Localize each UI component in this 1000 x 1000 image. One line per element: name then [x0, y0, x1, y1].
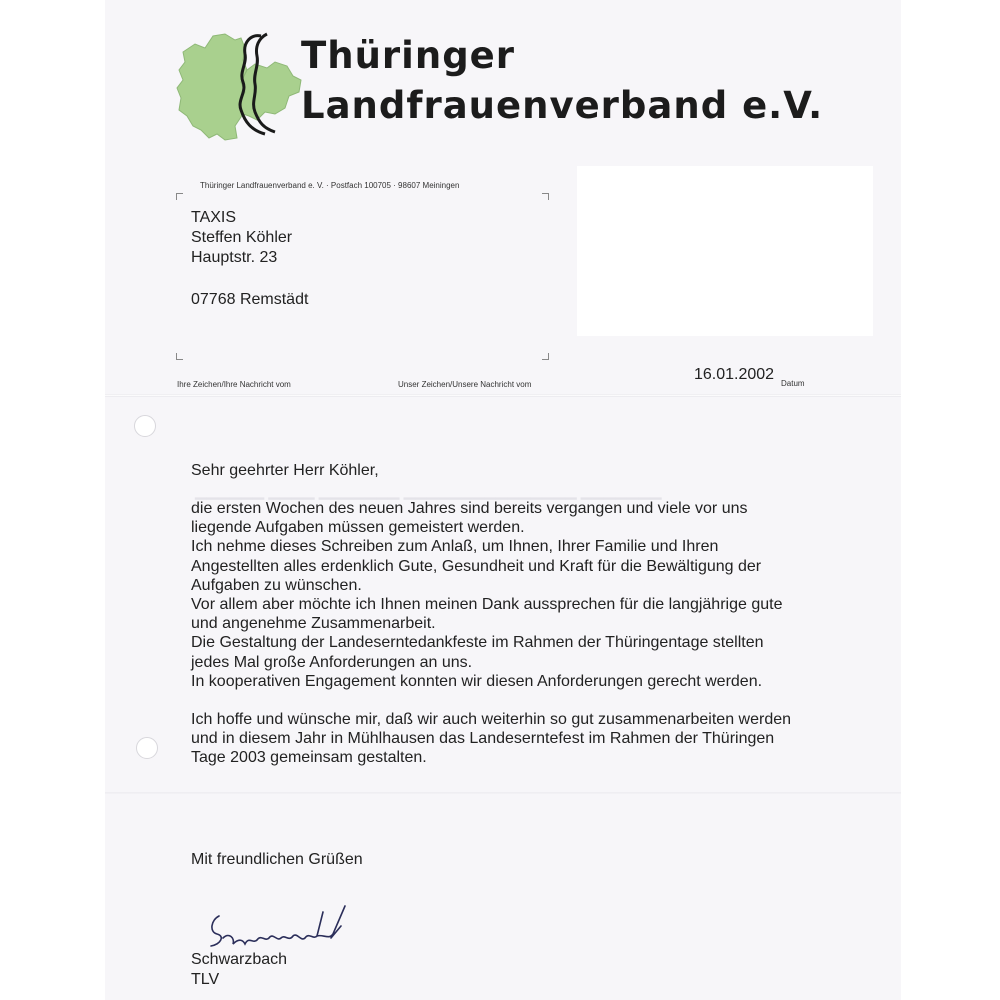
body-line: In kooperativen Engagement konnten wir diesen Anforderungen gerecht werden. — [191, 672, 763, 690]
body-line: Vor allem aber möchte ich Ihnen meinen Dank aussprechen für die langjährige gute — [191, 596, 783, 614]
signer-block — [191, 950, 287, 989]
our-reference-label: Unser Zeichen/Unsere Nachricht vom — [398, 380, 532, 389]
bleed-through-text: ▁▁▁▁▁▁ ▁▁▁▁ ▁▁▁▁▁▁▁ ▁▁▁▁▁▁▁▁▁▁▁▁▁▁▁ ▁▁▁▁▁▁▁ — [195, 483, 662, 500]
body-line: Aufgaben zu wünschen. — [191, 576, 362, 594]
window-corner-mark — [176, 193, 183, 200]
punch-hole — [134, 415, 156, 437]
your-reference-label: Ihre Zeichen/Ihre Nachricht vom — [177, 380, 291, 389]
signer-name: Schwarzbach — [191, 951, 288, 968]
redacted-area — [577, 166, 873, 336]
fold-line — [105, 792, 901, 794]
body-line: die ersten Wochen des neuen Jahres sind bereits vergangen und viele vor uns — [191, 500, 748, 517]
body-line: und in diesem Jahr in Mühlhausen das Landeserntefest im Rahmen der Thüringen — [191, 730, 775, 748]
thuringia-map-logo — [175, 30, 305, 142]
recipient-company: TAXIS — [191, 209, 237, 226]
window-corner-mark — [542, 193, 549, 200]
body-line: liegende Aufgaben müssen gemeistert werden. — [191, 519, 525, 537]
window-corner-mark — [542, 353, 549, 360]
recipient-city: 07768 Remstädt — [191, 291, 309, 308]
organization-name-line2: Landfrauenverband e.V. — [301, 84, 824, 127]
signer-organization: TLV — [191, 970, 220, 988]
body-line: jedes Mal große Anforderungen an uns. — [191, 653, 473, 671]
body-line: Tage 2003 gemeinsam gestalten. — [191, 749, 427, 767]
letter-body — [191, 499, 891, 768]
body-line: Ich nehme dieses Schreiben zum Anlaß, um Ihnen, Ihrer Familie und Ihren — [191, 538, 719, 556]
recipient-street: Hauptstr. 23 — [191, 249, 278, 266]
body-line: und angenehme Zusammenarbeit. — [191, 615, 436, 633]
sender-return-address: Thüringer Landfrauenverband e. V. · Postfach 100705 · 98607 Meiningen — [200, 181, 460, 190]
body-line: Ich hoffe und wünsche mir, daß wir auch weiterhin so gut zusammenarbeiten werden — [191, 711, 792, 729]
organization-name-line1: Thüringer — [301, 34, 516, 77]
body-line: Angestellten alles erdenklich Gute, Gesundheit und Kraft für die Bewältigung der — [191, 557, 762, 575]
window-corner-mark — [176, 353, 183, 360]
letter-page — [105, 0, 901, 1000]
handwritten-signature — [205, 898, 355, 953]
date-label: Datum — [781, 379, 805, 388]
body-line: Die Gestaltung der Landeserntedankfeste im Rahmen der Thüringentage stellten — [191, 634, 764, 652]
punch-hole — [136, 737, 158, 759]
fold-line — [105, 394, 901, 397]
recipient-address — [191, 208, 308, 310]
recipient-name: Steffen Köhler — [191, 229, 293, 246]
closing-phrase: Mit freundlichen Grüßen — [191, 851, 363, 868]
salutation: Sehr geehrter Herr Köhler, — [191, 462, 379, 479]
letter-date: 16.01.2002 — [694, 366, 775, 383]
